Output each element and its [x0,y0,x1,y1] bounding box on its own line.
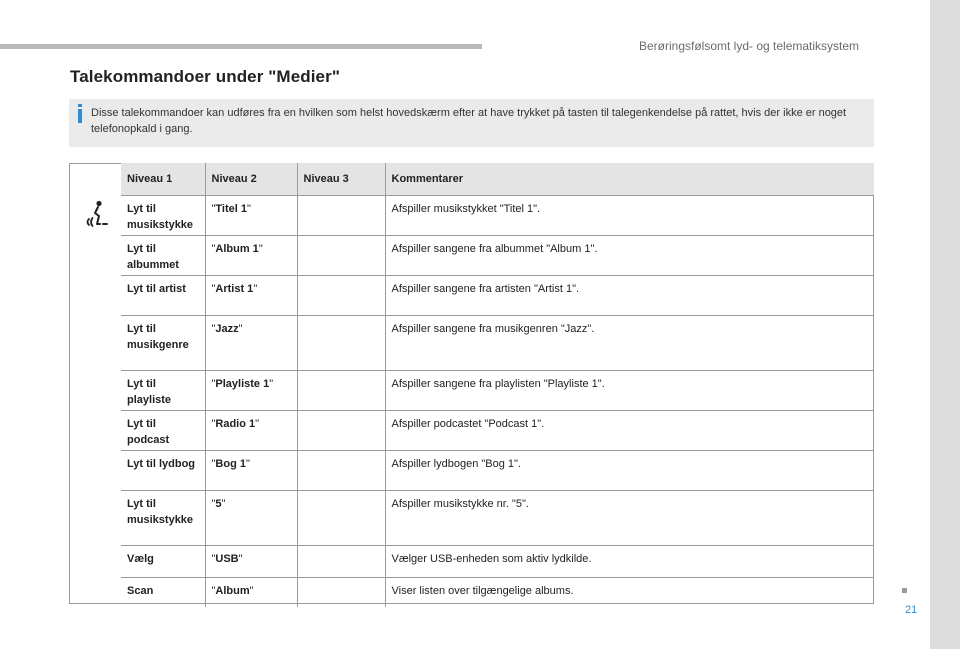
cell-level2: "Titel 1" [205,195,297,235]
section-header: Berøringsfølsomt lyd- og telematiksystem [639,39,860,53]
cell-comment: Afspiller sangene fra albummet "Album 1". [385,235,874,275]
cell-comment: Afspiller musikstykket "Titel 1". [385,195,874,235]
cell-level3 [297,235,385,275]
page-number: 21 [905,604,918,616]
cell-level2: "Playliste 1" [205,370,297,410]
page-edge-strip [930,0,960,649]
table-row [121,370,874,410]
column-header-level2: Niveau 2 [205,163,297,195]
table-row [121,577,874,607]
cell-comment: Afspiller musikstykke nr. "5". [385,490,874,545]
cell-level1: Lyt til albummet [121,235,205,275]
cell-level3 [297,195,385,235]
cell-level3 [297,315,385,370]
cell-level2: "5" [205,490,297,545]
page-marker [902,588,907,593]
table-row [121,490,874,545]
column-header-comment: Kommentarer [385,163,874,195]
cell-level2: "USB" [205,545,297,577]
cell-level1: Lyt til musikstykke [121,195,205,235]
table-row [121,410,874,450]
info-text: Disse talekommandoer kan udføres fra en hvilken som helst hovedskærm efter at have trykket på tasten til talegenkendelse på rattet, hvis der ikke er noget telefonopkald i gang. [91,107,847,135]
info-icon [78,104,82,122]
cell-level1: Lyt til playliste [121,370,205,410]
table-row [121,450,874,490]
cell-level3 [297,450,385,490]
table-row [121,235,874,275]
cell-level2: "Jazz" [205,315,297,370]
voice-commands-table [121,163,874,607]
cell-level1: Lyt til artist [121,275,205,315]
column-header-level1: Niveau 1 [121,163,205,195]
table-row [121,315,874,370]
cell-level3 [297,410,385,450]
cell-level1: Scan [127,584,154,597]
column-header-level3: Niveau 3 [297,163,385,195]
cell-comment: Afspiller sangene fra musikgenren "Jazz". [385,315,874,370]
cell-level3 [297,577,385,607]
header-rule [0,44,482,49]
cell-level2: "Album 1" [205,235,297,275]
cell-level1: Lyt til podcast [121,410,205,450]
cell-level1: Lyt til lydbog [121,450,205,490]
cell-level2: "Radio 1" [205,410,297,450]
cell-level3 [297,490,385,545]
cell-comment: Viser listen over tilgængelige albums. [385,577,874,607]
cell-level3 [297,275,385,315]
table-header-row [121,163,874,195]
cell-level1: Lyt til musikstykke [121,490,205,545]
cell-comment: Afspiller sangene fra playlisten "Playliste 1". [385,370,874,410]
cell-level2: "Bog 1" [205,450,297,490]
cell-comment: Afspiller sangene fra artisten "Artist 1". [385,275,874,315]
cell-comment: Vælger USB-enheden som aktiv lydkilde. [385,545,874,577]
cell-level3 [297,370,385,410]
cell-level1: Vælg [121,545,205,577]
cell-level1: Lyt til musikgenre [121,315,205,370]
cell-comment: Afspiller lydbogen "Bog 1". [385,450,874,490]
cell-level2: "Artist 1" [205,275,297,315]
table-row [121,195,874,235]
cell-level2: "Album" [205,577,297,607]
table-row [121,275,874,315]
cell-level3 [297,545,385,577]
cell-comment: Afspiller podcastet "Podcast 1". [385,410,874,450]
voice-command-icon [84,200,110,230]
table-row [121,545,874,577]
page-title: Talekommandoer under "Medier" [70,67,340,86]
